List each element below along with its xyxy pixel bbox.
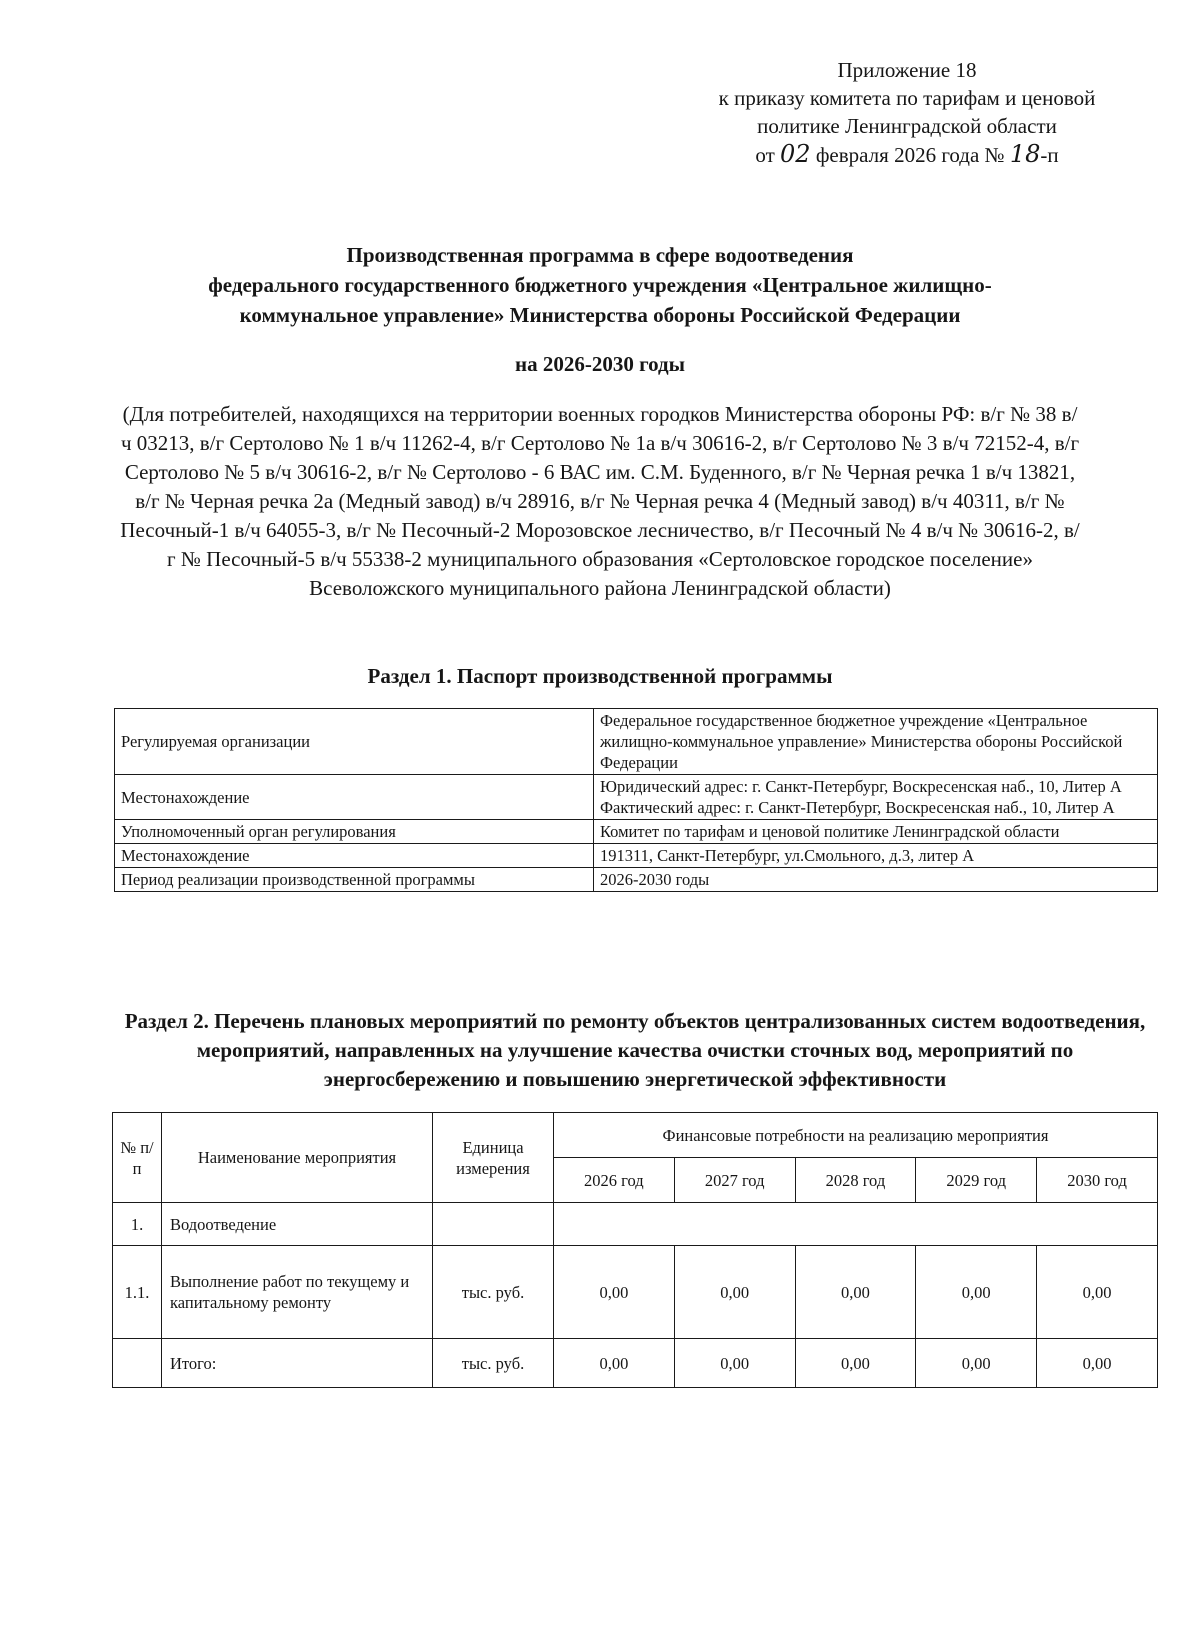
passport-label: Период реализации производственной программы: [115, 868, 594, 892]
row-unit: тыс. руб.: [433, 1246, 554, 1339]
table-row: [113, 1246, 1158, 1339]
table-row: [115, 820, 1158, 844]
title-line-2: федерального государственного бюджетного учреждения «Центральное жилищно-: [208, 273, 992, 297]
value-cell: 0,00: [674, 1339, 795, 1388]
section1-heading: Раздел 1. Паспорт производственной программы: [367, 664, 833, 688]
order-suffix: -п: [1040, 143, 1059, 167]
passport-value: [594, 775, 1158, 820]
row-unit: тыс. руб.: [433, 1339, 554, 1388]
table-row: [113, 1339, 1158, 1388]
row-unit: [433, 1203, 554, 1246]
passport-label: Местонахождение: [115, 844, 594, 868]
appendix-number: Приложение 18: [837, 58, 977, 82]
row-num: 1.: [113, 1203, 162, 1246]
row-name: Водоотведение: [162, 1203, 433, 1246]
actual-address: Фактический адрес: г. Санкт-Петербург, Воскресенская наб., 10, Литер А: [600, 798, 1115, 817]
value-cell: 0,00: [916, 1246, 1037, 1339]
consumers-paragraph: (Для потребителей, находящихся на территории военных городков Министерства обороны РФ: в/г № 38 в/ч 03213, в/г Сертолово № 1 в/ч 11262-4, в/г Сертолово № 1а в/ч 30616-2, в/г Сертолово № 3 в/ч 72152-4, в/г Сертолово № 5 в/ч 30616-2, в/г № Сертолово - 6 ВАС им. С.М. Буденного, в/г № Черная речка 1 в/ч 13821, в/г № Черная речка 2а (Медный завод) в/ч 28916, в/г № Черная речка 4 (Медный завод) в/ч 40311, в/г № Песочный-1 в/ч 64055-3, в/г № Песочный-2 Морозовское лесничество, в/г Песочный № 4 в/ч № 30616-2, в/г № Песочный-5 в/ч 55338-2 муниципального образования «Сертоловское городское поселение» Всеволожского муниципального района Ленинградской области): [120, 402, 1080, 600]
title-line-3: коммунальное управление» Министерства обороны Российской Федерации: [239, 303, 961, 327]
passport-label: Уполномоченный орган регулирования: [115, 820, 594, 844]
handwritten-order-number: 18: [1009, 140, 1041, 168]
col-header-year: 2026 год: [554, 1158, 675, 1203]
table-row: [115, 709, 1158, 775]
value-cell: 0,00: [674, 1246, 795, 1339]
handwritten-day: 02: [780, 140, 811, 168]
passport-value: 2026-2030 годы: [594, 868, 1158, 892]
program-years: на 2026-2030 годы: [514, 352, 686, 376]
col-header-year: 2028 год: [795, 1158, 916, 1203]
col-header-finance: Финансовые потребности на реализацию мероприятия: [554, 1113, 1158, 1158]
passport-value: 191311, Санкт-Петербург, ул.Смольного, д.3, литер А: [594, 844, 1158, 868]
passport-value: Федеральное государственное бюджетное учреждение «Центральное жилищно-коммунальное управление» Министерства обороны Российской Федерации: [594, 709, 1158, 775]
col-header-year: 2029 год: [916, 1158, 1037, 1203]
col-header-year: 2030 год: [1037, 1158, 1158, 1203]
value-cell: 0,00: [916, 1339, 1037, 1388]
date-prefix: от: [755, 143, 775, 167]
value-cell: 0,00: [554, 1246, 675, 1339]
appendix-date-line: [672, 140, 1142, 169]
passport-value: Комитет по тарифам и ценовой политике Ленинградской области: [594, 820, 1158, 844]
title-line-1: Производственная программа в сфере водоотведения: [346, 243, 854, 267]
passport-label: Регулируемая организации: [115, 709, 594, 775]
passport-label: Местонахождение: [115, 775, 594, 820]
date-rest: февраля 2026 года №: [815, 143, 1005, 167]
table-row: [113, 1203, 1158, 1246]
appendix-header: [672, 56, 1142, 169]
value-cell: 0,00: [795, 1246, 916, 1339]
legal-address: Юридический адрес: г. Санкт-Петербург, Воскресенская наб., 10, Литер А: [600, 777, 1122, 796]
table-row: [115, 844, 1158, 868]
col-header-name: Наименование мероприятия: [162, 1113, 433, 1203]
row-num: 1.1.: [113, 1246, 162, 1339]
section2-heading: Раздел 2. Перечень плановых мероприятий по ремонту объектов централизованных систем водоотведения, мероприятий, направленных на улучшение качества очистки сточных вод, мероприятий по энергосбережению и повышению энергетической эффективности: [124, 1009, 1146, 1091]
table-row: [115, 868, 1158, 892]
appendix-committee: политике Ленинградской области: [757, 114, 1057, 138]
col-header-unit: Единица измерения: [433, 1113, 554, 1203]
header-row: [113, 1113, 1158, 1158]
value-cell: 0,00: [554, 1339, 675, 1388]
col-header-num: № п/п: [113, 1113, 162, 1203]
measures-table: [112, 1112, 1158, 1388]
row-num: [113, 1339, 162, 1388]
program-title: [120, 240, 1080, 330]
col-header-year: 2027 год: [674, 1158, 795, 1203]
value-cell: 0,00: [1037, 1339, 1158, 1388]
row-name: Выполнение работ по текущему и капитальному ремонту: [162, 1246, 433, 1339]
row-name: Итого:: [162, 1339, 433, 1388]
value-cell: 0,00: [1037, 1246, 1158, 1339]
appendix-order-ref: к приказу комитета по тарифам и ценовой: [718, 86, 1096, 110]
value-cell: 0,00: [795, 1339, 916, 1388]
passport-table: [114, 708, 1158, 892]
row-empty-values: [554, 1203, 1158, 1246]
table-row: [115, 775, 1158, 820]
